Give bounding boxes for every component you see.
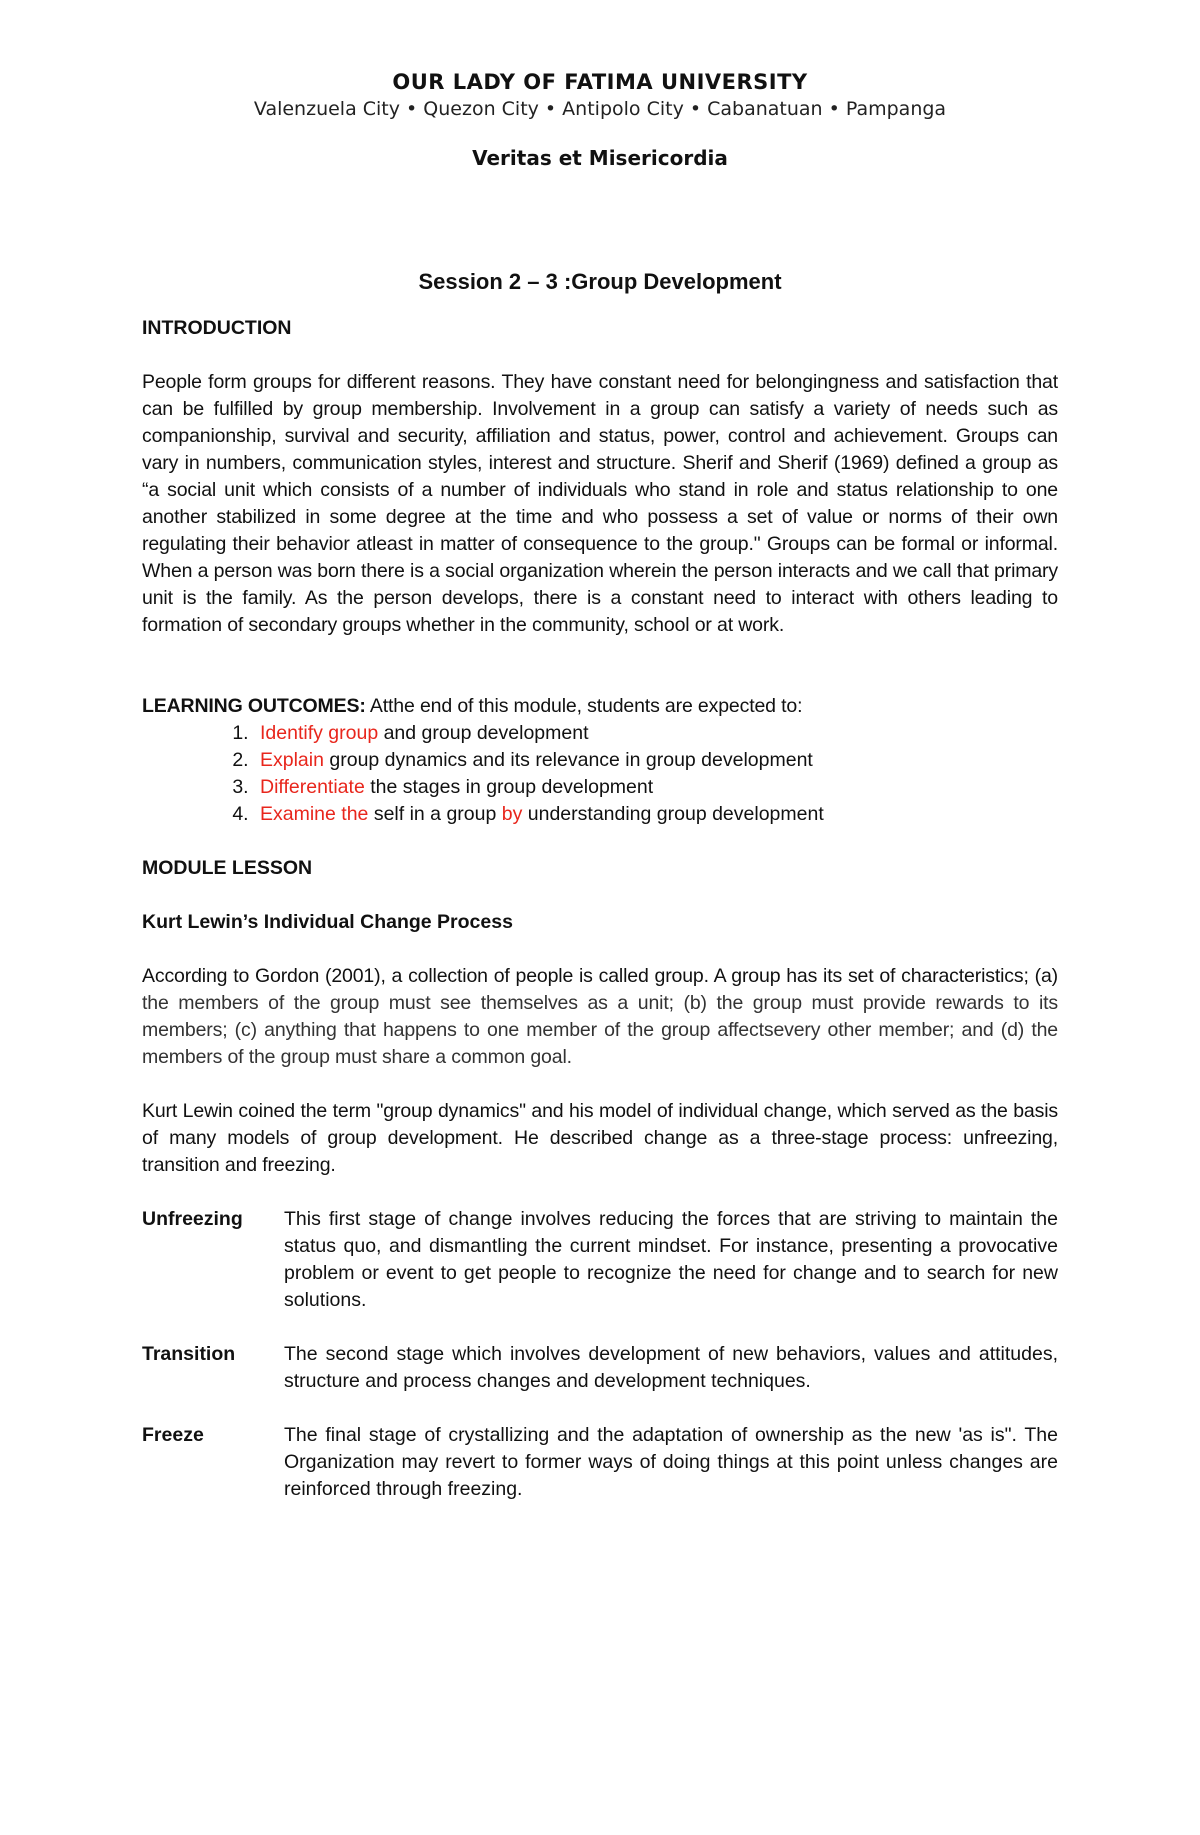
outcome-text: group dynamics and its relevance in group development (323, 749, 813, 771)
lewin-paragraph: Kurt Lewin coined the term "group dynamics" and his model of individual change, which served as the basis of many models of group development. He described change as a three-stage process: unfreezing, transition and freezing. (142, 1100, 1058, 1176)
outcome-keyword-2: by (501, 803, 523, 825)
stage-description: This first stage of change involves reducing the forces that are striving to maintain the status quo, and dismantling the current mindset. For instance, presenting a provocative problem or event to get people to recognize the need for change and to search for new solutions. (284, 1208, 1058, 1311)
outcome-item (254, 720, 1058, 747)
document-body (142, 268, 1058, 1503)
learning-outcomes-list (142, 720, 1058, 828)
introduction-text: People form groups for different reasons. They have constant need for belongingness and satisfaction that can be fulfilled by group membership. Involvement in a group can satisfy a variety of needs such as companionship, survival and security, affiliation and status, power, control and achievement. Groups can vary in numbers, communication styles, interest and structure. Sherif and Sherif (1969) defined a group as “a social unit which consists of a number of individuals who stand in role and status relationship to one another stabilized in some degree at the time and who possess a set of value or norms of their own regulating their behavior atleast in matter of consequence to the group." Groups can be formal or informal. When a person was born there is a social organization wherein the person interacts and we call that primary unit is the family. As the person develops, there is a constant need to interact with others leading to formation of secondary groups whether in the community, school or at work. (142, 371, 1058, 636)
outcome-keyword: Explain (260, 749, 324, 771)
stage-unfreezing (142, 1206, 1058, 1314)
module-lesson-heading: MODULE LESSON (142, 857, 313, 879)
learning-outcomes-heading: LEARNING OUTCOMES: (142, 695, 366, 717)
outcome-keyword: Differentiate (260, 776, 365, 798)
stage-term: Transition (142, 1343, 236, 1365)
letterhead (0, 70, 1200, 170)
outcome-text: self in a group (368, 803, 502, 825)
outcome-keyword: Identify group (260, 722, 379, 744)
outcome-keyword: Examine the (260, 803, 369, 825)
learning-outcomes-intro (142, 693, 1058, 720)
outcome-item (254, 774, 1058, 801)
stage-freeze (142, 1422, 1058, 1503)
stage-description: The second stage which involves development of new behaviors, values and attitudes, structure and process changes and development techniques. (284, 1343, 1058, 1392)
outcome-text-2: understanding group development (522, 803, 824, 825)
campus-list: Valenzuela City • Quezon City • Antipolo City • Cabanatuan • Pampanga (253, 98, 947, 120)
stage-term: Unfreezing (142, 1208, 243, 1230)
stage-transition (142, 1341, 1058, 1395)
stage-term: Freeze (142, 1424, 204, 1446)
university-name: OUR LADY OF FATIMA UNIVERSITY (392, 70, 808, 94)
outcome-item (254, 801, 1058, 828)
module-lesson-subheading: Kurt Lewin’s Individual Change Process (142, 911, 513, 933)
stage-description: The final stage of crystallizing and the adaptation of ownership as the new 'as is". The Organization may revert to former ways of doing things at this point unless changes are reinforced through freezing. (284, 1424, 1058, 1500)
introduction-heading: INTRODUCTION (142, 317, 292, 339)
outcome-text: the stages in group development (364, 776, 654, 798)
session-title: Session 2 – 3 :Group Development (418, 269, 782, 294)
gordon-paragraph-rest: the members of the group must see themselves as a unit; (b) the group must provide rewards to its members; (c) anything that happens to one member of the group affectsevery other member; and (d) the members of the group must share a common goal. (142, 992, 1058, 1068)
outcome-text: and group development (378, 722, 589, 744)
gordon-paragraph-first: According to Gordon (2001), a collection of people is called group. A group has its set of characteristics; (a) (142, 965, 1058, 987)
learning-outcomes-lead: Atthe end of this module, students are expected to: (365, 695, 803, 717)
gordon-paragraph (142, 963, 1058, 1071)
outcome-item (254, 747, 1058, 774)
university-motto: Veritas et Misericordia (472, 146, 728, 170)
